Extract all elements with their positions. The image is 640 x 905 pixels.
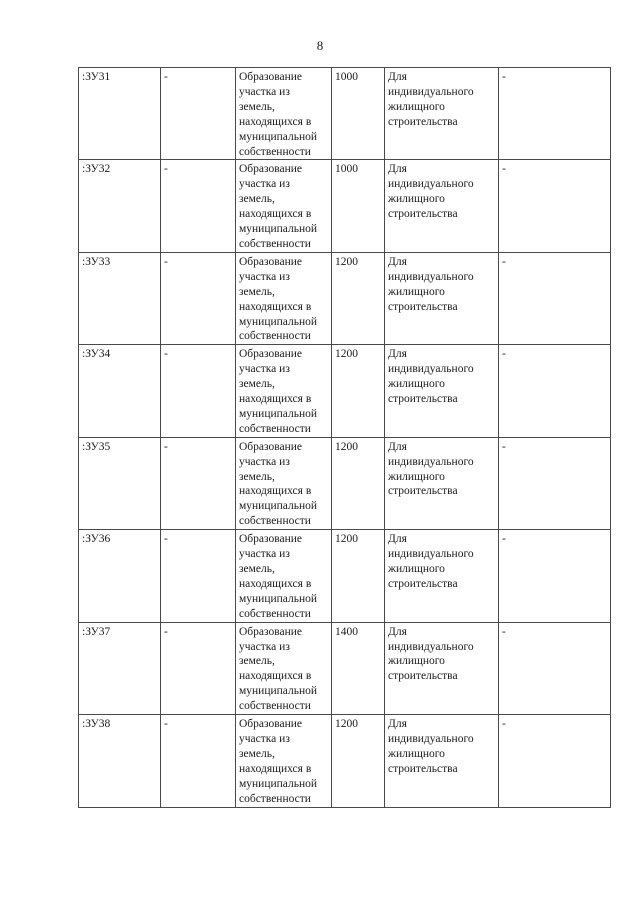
note-cell: -	[499, 160, 611, 252]
land-plots-table	[78, 67, 611, 808]
permitted-use-cell: Для индивидуального жилищного строительства	[385, 437, 499, 529]
plot-id-cell: :ЗУ33	[79, 252, 161, 344]
formation-method-cell: Образование участка из земель, находящихся в муниципальной собственности	[236, 68, 332, 160]
note-cell: -	[499, 530, 611, 622]
formation-method-cell: Образование участка из земель, находящихся в муниципальной собственности	[236, 530, 332, 622]
permitted-use-cell: Для индивидуального жилищного строительства	[385, 530, 499, 622]
permitted-use-cell: Для индивидуального жилищного строительства	[385, 345, 499, 437]
note-cell: -	[499, 715, 611, 807]
permitted-use-cell: Для индивидуального жилищного строительства	[385, 622, 499, 714]
formation-method-cell: Образование участка из земель, находящихся в муниципальной собственности	[236, 345, 332, 437]
permitted-use-cell: Для индивидуального жилищного строительства	[385, 252, 499, 344]
area-cell: 1200	[332, 252, 385, 344]
note-cell: -	[499, 437, 611, 529]
table-row	[79, 437, 611, 529]
plot-id-cell: :ЗУ31	[79, 68, 161, 160]
table-row	[79, 345, 611, 437]
formation-method-cell: Образование участка из земель, находящихся в муниципальной собственности	[236, 437, 332, 529]
permitted-use-cell: Для индивидуального жилищного строительства	[385, 715, 499, 807]
area-cell: 1200	[332, 530, 385, 622]
formation-method-cell: Образование участка из земель, находящихся в муниципальной собственности	[236, 160, 332, 252]
permitted-use-cell: Для индивидуального жилищного строительства	[385, 68, 499, 160]
table-row	[79, 68, 611, 160]
table-row	[79, 715, 611, 807]
previous-number-cell: -	[161, 530, 236, 622]
table-row	[79, 530, 611, 622]
plot-id-cell: :ЗУ38	[79, 715, 161, 807]
previous-number-cell: -	[161, 345, 236, 437]
page-number: 8	[316, 38, 324, 53]
previous-number-cell: -	[161, 68, 236, 160]
previous-number-cell: -	[161, 437, 236, 529]
plot-id-cell: :ЗУ32	[79, 160, 161, 252]
area-cell: 1200	[332, 345, 385, 437]
note-cell: -	[499, 252, 611, 344]
area-cell: 1200	[332, 437, 385, 529]
area-cell: 1200	[332, 715, 385, 807]
note-cell: -	[499, 622, 611, 714]
plot-id-cell: :ЗУ36	[79, 530, 161, 622]
plot-id-cell: :ЗУ35	[79, 437, 161, 529]
area-cell: 1400	[332, 622, 385, 714]
permitted-use-cell: Для индивидуального жилищного строительства	[385, 160, 499, 252]
area-cell: 1000	[332, 160, 385, 252]
table-row	[79, 160, 611, 252]
area-cell: 1000	[332, 68, 385, 160]
formation-method-cell: Образование участка из земель, находящихся в муниципальной собственности	[236, 252, 332, 344]
plot-id-cell: :ЗУ37	[79, 622, 161, 714]
previous-number-cell: -	[161, 160, 236, 252]
table-row	[79, 252, 611, 344]
formation-method-cell: Образование участка из земель, находящихся в муниципальной собственности	[236, 622, 332, 714]
formation-method-cell: Образование участка из земель, находящихся в муниципальной собственности	[236, 715, 332, 807]
table-row	[79, 622, 611, 714]
previous-number-cell: -	[161, 715, 236, 807]
plot-id-cell: :ЗУ34	[79, 345, 161, 437]
previous-number-cell: -	[161, 622, 236, 714]
previous-number-cell: -	[161, 252, 236, 344]
note-cell: -	[499, 345, 611, 437]
note-cell: -	[499, 68, 611, 160]
